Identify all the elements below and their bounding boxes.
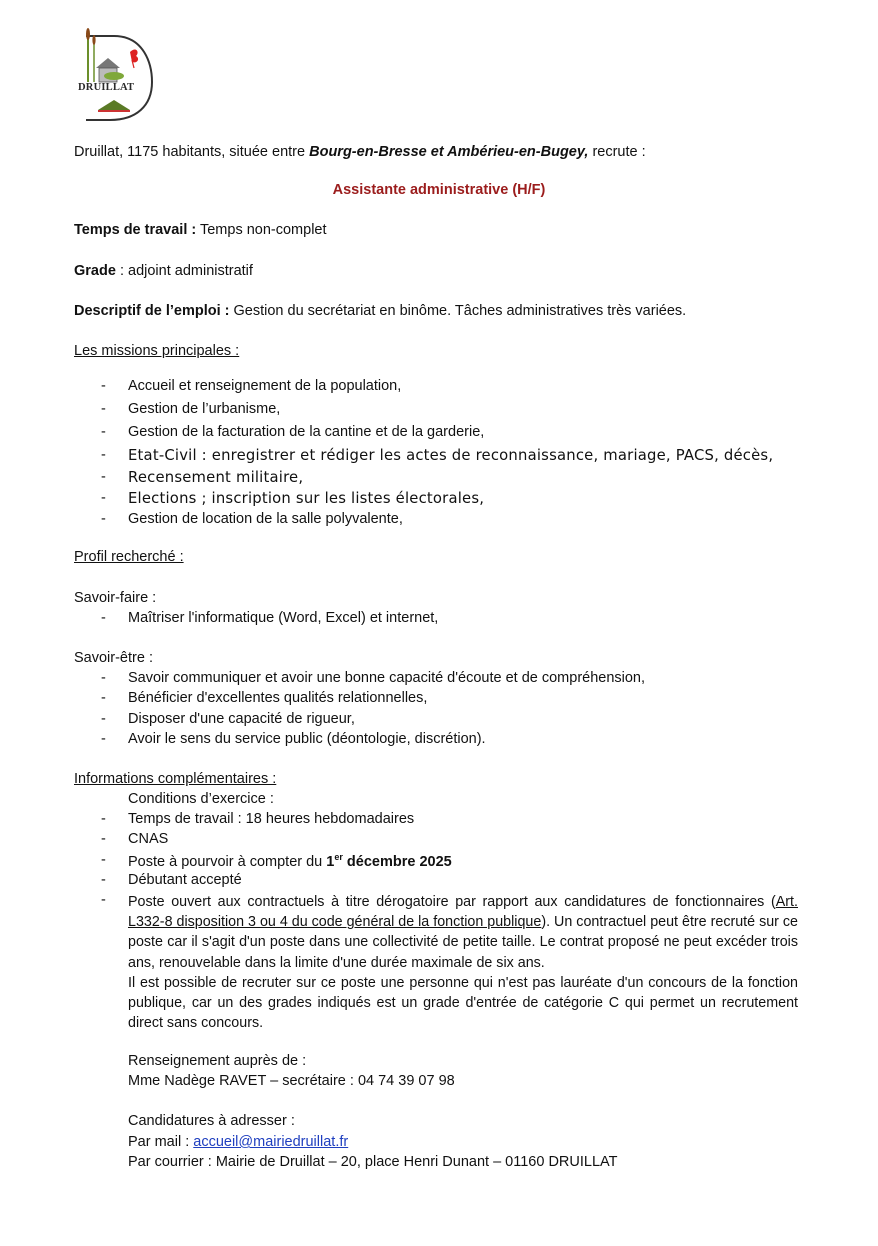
courrier-line: Par courrier : Mairie de Druillat – 20, place Henri Dunant – 01160 DRUILLAT xyxy=(128,1154,618,1170)
missions-heading: Les missions principales : xyxy=(74,343,240,359)
profil-heading: Profil recherché : xyxy=(74,549,184,565)
renseignement-contact: Mme Nadège RAVET – secrétaire : 04 74 39 07 98 xyxy=(128,1073,455,1089)
list-item: Maîtriser l'informatique (Word, Excel) et internet, xyxy=(128,610,439,626)
temps-line xyxy=(74,222,327,238)
list-item: Bénéficier d'excellentes qualités relationnelles, xyxy=(128,690,428,706)
bullet-dash: - xyxy=(101,401,106,417)
list-item: Recensement militaire, xyxy=(128,469,304,486)
list-item: Débutant accepté xyxy=(128,872,242,888)
logo-text: DRUILLAT xyxy=(78,82,135,93)
mail-line xyxy=(128,1134,348,1150)
intro-after: recrute : xyxy=(588,144,646,160)
mail-label: Par mail : xyxy=(128,1134,194,1150)
infos-heading: Informations complémentaires : xyxy=(74,771,277,787)
contract-paragraph xyxy=(128,892,798,1033)
contract-text-a: Poste ouvert aux contractuels à titre dérogatoire par rapport aux candidatures de fonctionnaires ( xyxy=(128,894,776,910)
email-link[interactable]: accueil@mairiedruillat.fr xyxy=(193,1134,349,1150)
bullet-dash: - xyxy=(101,511,106,527)
bullet-dash: - xyxy=(101,424,106,440)
legal-reference-link[interactable]: Art. L332-8 disposition 3 ou 4 du code général de la fonction publique xyxy=(128,894,798,931)
contract-text-b: ). Un contractuel peut être recruté sur ce poste car il s'agit d'un poste dans une collectivité de petite taille. Le contrat proposé ne peut excéder trois ans, renouvelable dans la limite d'une durée maximale de six ans. xyxy=(128,914,799,971)
list-item: Elections ; inscription sur les listes électorales, xyxy=(128,490,485,507)
grade-label: Grade xyxy=(74,263,116,279)
savoir-faire-label: Savoir-faire : xyxy=(74,590,157,606)
list-item: Gestion de la facturation de la cantine et de la garderie, xyxy=(128,424,485,440)
intro-line xyxy=(74,144,646,160)
bullet-dash: - xyxy=(101,831,106,847)
list-item: Disposer d'une capacité de rigueur, xyxy=(128,711,355,727)
poste-sup: er xyxy=(334,852,343,862)
bullet-dash: - xyxy=(101,447,106,463)
temps-value: Temps non-complet xyxy=(196,222,327,238)
bullet-dash: - xyxy=(101,378,106,394)
descriptif-label: Descriptif de l’emploi : xyxy=(74,303,230,319)
bullet-dash: - xyxy=(101,811,106,827)
bullet-dash: - xyxy=(101,610,106,626)
renseignement-label: Renseignement auprès de : xyxy=(128,1053,307,1069)
list-item: Accueil et renseignement de la population, xyxy=(128,378,402,394)
poste-day: 1 xyxy=(326,853,335,870)
contract-text-2: Il est possible de recruter sur ce poste une personne qui n'est pas lauréate d'un concours de la fonction publique, car un des grades indiqués est un grade d'entrée de catégorie C qui permet un recrutement direct sans concours. xyxy=(128,974,798,1032)
temps-label: Temps de travail : xyxy=(74,222,197,238)
bullet-dash: - xyxy=(101,731,106,747)
druillat-logo xyxy=(74,24,154,124)
grade-value: : adjoint administratif xyxy=(115,263,253,279)
list-item: CNAS xyxy=(128,831,169,847)
bullet-dash: - xyxy=(101,469,106,485)
bullet-dash: - xyxy=(101,490,106,506)
job-title: Assistante administrative (H/F) xyxy=(332,182,546,198)
list-item: Etat-Civil : enregistrer et rédiger les actes de reconnaissance, mariage, PACS, décès, xyxy=(128,447,774,464)
conditions-label: Conditions d’exercice : xyxy=(128,791,274,807)
list-item: Temps de travail : 18 heures hebdomadaires xyxy=(128,811,415,827)
intro-before: Druillat, 1175 habitants, située entre xyxy=(74,144,310,160)
logo-graphic xyxy=(74,24,154,124)
poste-line xyxy=(128,852,452,870)
list-item: Savoir communiquer et avoir une bonne capacité d'écoute et de compréhension, xyxy=(128,670,646,686)
bullet-dash: - xyxy=(101,690,106,706)
descriptif-value: Gestion du secrétariat en binôme. Tâches administratives très variées. xyxy=(229,303,687,319)
list-item: Avoir le sens du service public (déontologie, discrétion). xyxy=(128,731,486,747)
bullet-dash: - xyxy=(101,711,106,727)
list-item: Gestion de l’urbanisme, xyxy=(128,401,281,417)
grade-line xyxy=(74,263,253,279)
intro-cities: Bourg-en-Bresse et Ambérieu-en-Bugey, xyxy=(309,144,589,160)
bullet-dash: - xyxy=(101,852,106,868)
poste-date: décembre 2025 xyxy=(342,853,452,870)
savoir-etre-label: Savoir-être : xyxy=(74,650,153,666)
poste-before: Poste à pourvoir à compter du xyxy=(128,853,327,870)
candidatures-label: Candidatures à adresser : xyxy=(128,1113,295,1129)
list-item: Gestion de location de la salle polyvalente, xyxy=(128,511,403,527)
bullet-dash: - xyxy=(101,892,106,908)
descriptif-line xyxy=(74,303,686,319)
bullet-dash: - xyxy=(101,670,106,686)
bullet-dash: - xyxy=(101,872,106,888)
